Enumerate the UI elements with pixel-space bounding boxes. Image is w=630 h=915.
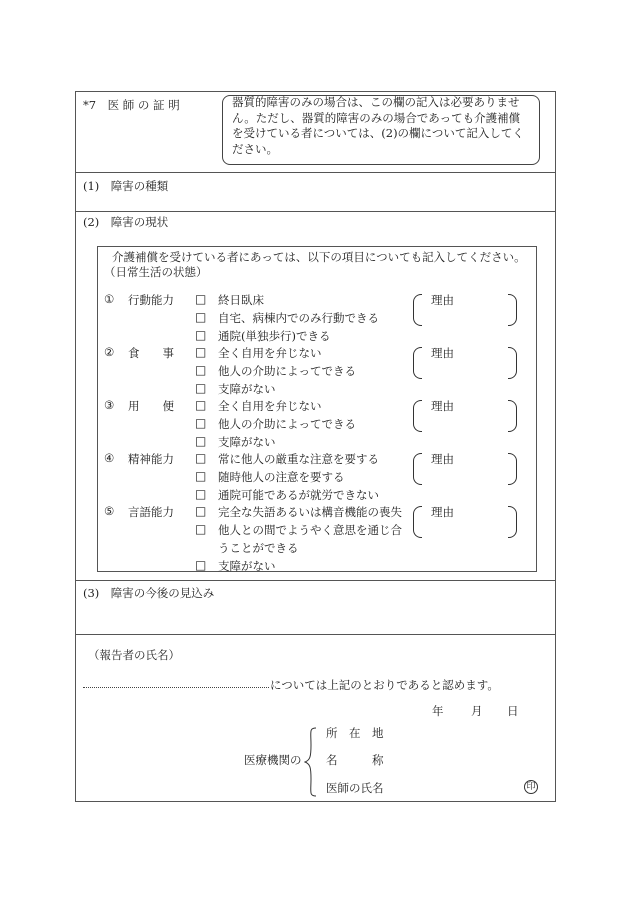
option-text: 支障がない bbox=[218, 559, 276, 573]
option-text: 終日臥床 bbox=[218, 293, 264, 307]
reason-bracket-left bbox=[413, 453, 422, 485]
item-label: 食 事 bbox=[128, 346, 174, 360]
option-text: 完全な失語あるいは構音機能の喪失 bbox=[218, 505, 402, 519]
seal-icon: 印 bbox=[524, 780, 538, 794]
note-line: ださい。 bbox=[232, 141, 278, 156]
reason-bracket-right bbox=[508, 453, 517, 485]
option-text: 自宅、病棟内でのみ行動できる bbox=[218, 311, 379, 325]
section-disability-type: (1) 障害の種類 bbox=[83, 179, 169, 193]
checkbox[interactable]: □ bbox=[195, 469, 207, 483]
reason-label: 理由 bbox=[431, 346, 454, 360]
option-text: 通院可能であるが就労できない bbox=[218, 488, 379, 502]
checkbox[interactable]: □ bbox=[195, 558, 207, 572]
checkbox[interactable]: □ bbox=[195, 328, 207, 342]
option-text: 全く自用を弁じない bbox=[218, 346, 322, 360]
reason-bracket-right bbox=[508, 347, 517, 379]
reason-bracket-right bbox=[508, 506, 517, 538]
checkbox[interactable]: □ bbox=[195, 522, 207, 536]
item-label: 用 便 bbox=[128, 399, 174, 413]
note-line: 器質的障害のみの場合は、この欄の記入は必要ありませ bbox=[232, 95, 520, 109]
reason-bracket-right bbox=[508, 294, 517, 326]
section-title: *7 医 師 の 証 明 bbox=[83, 98, 180, 112]
item-number: ③ bbox=[104, 398, 115, 412]
option-text: 通院(単独歩行)できる bbox=[218, 329, 331, 343]
option-text: 随時他人の注意を要する bbox=[218, 470, 345, 484]
note-line: ん。ただし、器質的障害のみの場合であっても介護補償 bbox=[232, 110, 521, 125]
reason-label: 理由 bbox=[431, 452, 454, 466]
divider-3 bbox=[75, 580, 556, 581]
day-label: 日 bbox=[507, 704, 519, 718]
month-label: 月 bbox=[471, 704, 483, 718]
option-text: 他人の介助によってできる bbox=[218, 417, 356, 431]
item-label: 言語能力 bbox=[128, 505, 174, 519]
section-prognosis: (3) 障害の今後の見込み bbox=[83, 586, 215, 600]
note-line: を受けている者については、(2)の欄について記入してく bbox=[232, 126, 524, 140]
option-text: 全く自用を弁じない bbox=[218, 399, 322, 413]
checkbox[interactable]: □ bbox=[195, 487, 207, 501]
doctor-name-label: 医師の氏名 bbox=[326, 781, 384, 795]
item-label: 精神能力 bbox=[128, 452, 174, 466]
address-label: 所 在 地 bbox=[326, 726, 384, 740]
reason-label: 理由 bbox=[431, 399, 454, 413]
reason-label: 理由 bbox=[431, 505, 454, 519]
item-number: ② bbox=[104, 345, 115, 359]
checkbox[interactable]: □ bbox=[195, 451, 207, 465]
checkbox[interactable]: □ bbox=[195, 504, 207, 518]
divider-1 bbox=[75, 172, 556, 173]
institution-label: 医療機関の bbox=[244, 753, 302, 767]
checkbox[interactable]: □ bbox=[195, 416, 207, 430]
reason-bracket-right bbox=[508, 400, 517, 432]
section-disability-status: (2) 障害の現状 bbox=[83, 215, 169, 229]
option-text: 他人との間でようやく意思を通じ合 bbox=[218, 523, 402, 537]
divider-4 bbox=[75, 634, 556, 635]
daily-life-subtitle: （日常生活の状態） bbox=[104, 265, 208, 279]
reason-bracket-left bbox=[413, 294, 422, 326]
reporter-name-label: （報告者の氏名） bbox=[88, 648, 180, 662]
option-text: 常に他人の厳重な注意を要する bbox=[218, 452, 379, 466]
instruction-text: 介護補償を受けている者にあっては、以下の項目についても記入してください。 bbox=[112, 250, 526, 264]
checkbox[interactable]: □ bbox=[195, 381, 207, 395]
option-text: 支障がない bbox=[218, 435, 276, 449]
item-number: ④ bbox=[104, 451, 115, 465]
item-number: ① bbox=[104, 292, 115, 306]
year-label: 年 bbox=[432, 704, 444, 718]
item-label: 行動能力 bbox=[128, 293, 174, 307]
reason-bracket-left bbox=[413, 400, 422, 432]
item-number: ⑤ bbox=[104, 504, 115, 518]
option-text: 支障がない bbox=[218, 382, 276, 396]
checkbox[interactable]: □ bbox=[195, 345, 207, 359]
option-text: 他人の介助によってできる bbox=[218, 364, 356, 378]
divider-2 bbox=[75, 211, 556, 212]
note-text bbox=[232, 95, 537, 157]
checkbox[interactable]: □ bbox=[195, 434, 207, 448]
reason-bracket-left bbox=[413, 506, 422, 538]
checkbox[interactable]: □ bbox=[195, 398, 207, 412]
checkbox[interactable]: □ bbox=[195, 310, 207, 324]
option-text: うことができる bbox=[218, 541, 299, 555]
facility-name-label: 名 称 bbox=[326, 753, 384, 767]
reason-label: 理由 bbox=[431, 293, 454, 307]
checkbox[interactable]: □ bbox=[195, 363, 207, 377]
reporter-name-line[interactable] bbox=[83, 687, 269, 688]
certify-text: については上記のとおりであると認めます。 bbox=[270, 678, 499, 692]
checkbox[interactable]: □ bbox=[195, 292, 207, 306]
curly-brace-icon bbox=[304, 727, 318, 797]
reason-bracket-left bbox=[413, 347, 422, 379]
